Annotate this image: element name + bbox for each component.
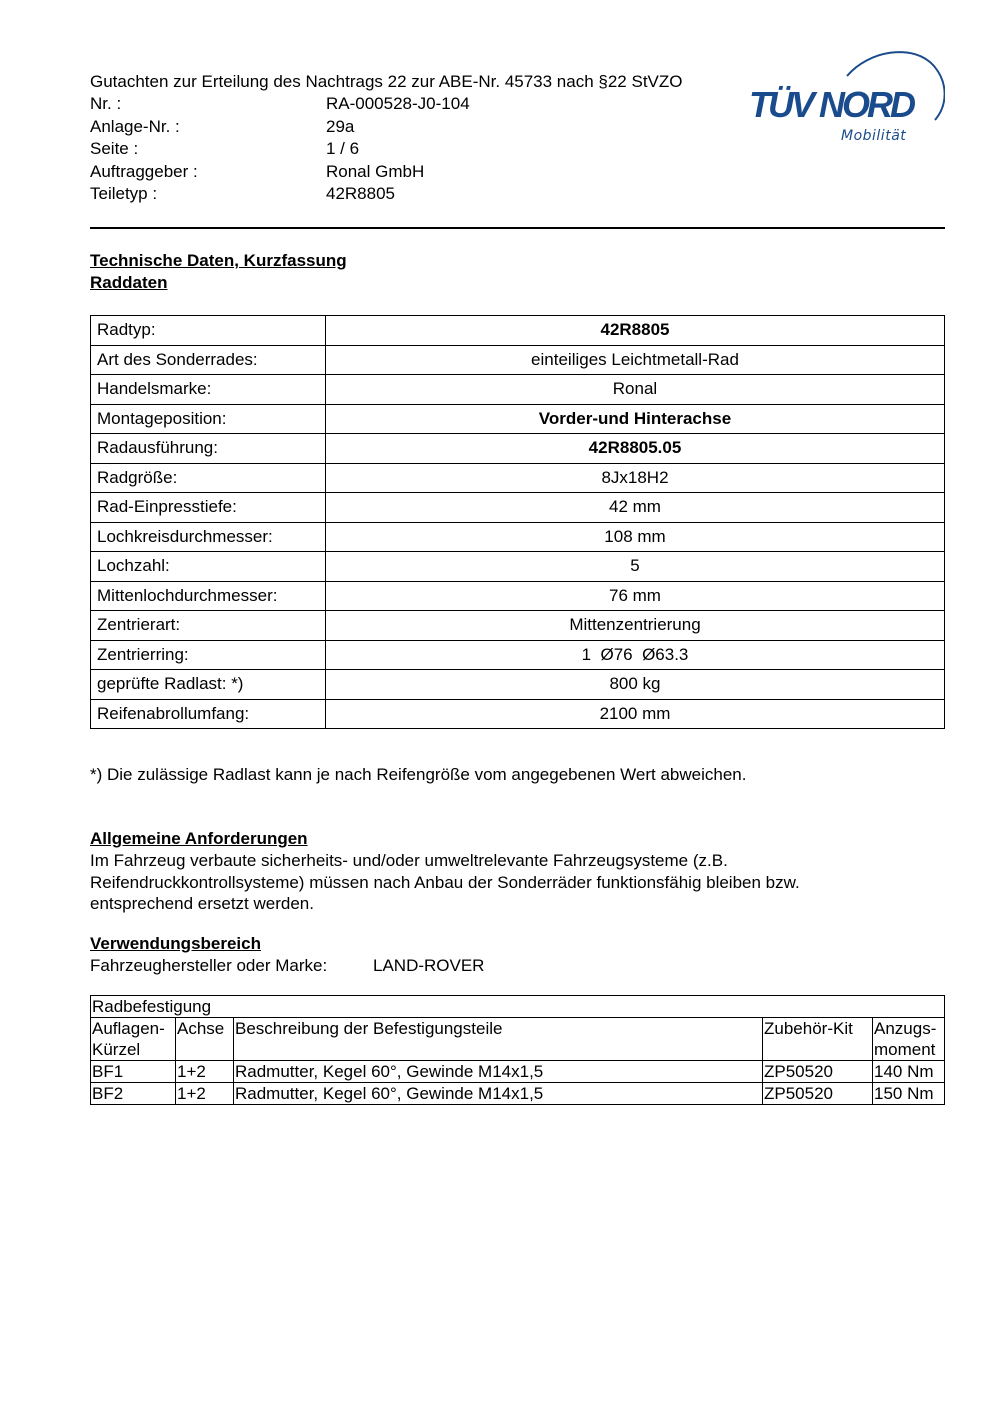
table-row (91, 345, 945, 375)
table-cell: Radmutter, Kegel 60°, Gewinde M14x1,5 (234, 1061, 763, 1083)
header-line: Beschreibung der Befestigungsteile (235, 1019, 503, 1038)
paragraph-line: Im Fahrzeug verbaute sicherheits- und/oder umweltrelevante Fahrzeugsysteme (z.B. (90, 851, 728, 870)
table-cell: ZP50520 (763, 1061, 873, 1083)
general-requirements-section (90, 828, 800, 915)
row-value: 800 kg (326, 670, 945, 700)
table-cell: BF2 (91, 1083, 176, 1105)
usage-section (90, 933, 484, 977)
table-row (91, 670, 945, 700)
meta-row-seite (90, 138, 359, 161)
header-line: moment (874, 1040, 936, 1059)
table-title-row (91, 996, 945, 1018)
table-row (91, 522, 945, 552)
section-heading-technical: Technische Daten, Kurzfassung (90, 251, 347, 270)
row-label: Reifenabrollumfang: (91, 699, 326, 729)
table-row (91, 611, 945, 641)
row-value: Ronal (326, 375, 945, 405)
table-row (91, 463, 945, 493)
row-label: geprüfte Radlast: *) (91, 670, 326, 700)
row-label: Lochkreisdurchmesser: (91, 522, 326, 552)
section-heading-general: Allgemeine Anforderungen (90, 829, 308, 848)
header-line: Achse (177, 1019, 225, 1038)
row-value: 2100 mm (326, 699, 945, 729)
paragraph-line: Reifendruckkontrollsysteme) müssen nach Anbau der Sonderräder funktionsfähig bleiben bzw. (90, 872, 800, 892)
table-row (91, 552, 945, 582)
row-value: 1 Ø76 Ø63.3 (326, 640, 945, 670)
table-row (91, 1061, 945, 1083)
logo-wordmark: TÜV NORD (749, 84, 913, 125)
meta-value: Ronal GmbH (326, 162, 425, 181)
row-label: Mittenlochdurchmesser: (91, 581, 326, 611)
meta-row-nr (90, 93, 470, 116)
meta-row-auftraggeber (90, 161, 424, 184)
document-title: Gutachten zur Erteilung des Nachtrags 22 zur ABE-Nr. 45733 nach §22 StVZO (90, 72, 683, 91)
manufacturer-value: LAND-ROVER (373, 956, 485, 975)
column-header (234, 1018, 763, 1061)
row-label: Rad-Einpresstiefe: (91, 493, 326, 523)
table-row (91, 316, 945, 346)
table-cell: Radmutter, Kegel 60°, Gewinde M14x1,5 (234, 1083, 763, 1105)
section-heading-raddaten: Raddaten (90, 273, 168, 292)
table-header-row (91, 1018, 945, 1061)
row-value: Mittenzentrierung (326, 611, 945, 641)
document-page (90, 70, 945, 1103)
radlast-footnote: *) Die zulässige Radlast kann je nach Reifengröße vom angegebenen Wert abweichen. (90, 765, 747, 784)
header-line: Kürzel (92, 1040, 141, 1059)
table-row (91, 581, 945, 611)
meta-label: Teiletyp : (90, 184, 158, 203)
column-header (91, 1018, 176, 1061)
manufacturer-row (90, 955, 484, 977)
column-header (176, 1018, 234, 1061)
section-heading-usage: Verwendungsbereich (90, 934, 261, 953)
table-cell: 140 Nm (873, 1061, 945, 1083)
document-header (90, 70, 945, 220)
meta-value: 42R8805 (326, 184, 396, 203)
meta-value: RA-000528-J0-104 (326, 94, 470, 113)
meta-row-teiletyp (90, 183, 395, 206)
table-cell: 1+2 (176, 1061, 234, 1083)
row-value: 76 mm (326, 581, 945, 611)
row-label: Radtyp: (91, 316, 326, 346)
row-label: Radgröße: (91, 463, 326, 493)
row-label: Lochzahl: (91, 552, 326, 582)
meta-label: Nr. : (90, 94, 122, 113)
meta-value: 1 / 6 (326, 139, 360, 158)
meta-row-anlage (90, 116, 354, 139)
logo-subtitle: Mobilität (841, 128, 907, 144)
row-value: 108 mm (326, 522, 945, 552)
table-row (91, 699, 945, 729)
row-label: Montageposition: (91, 404, 326, 434)
manufacturer-label: Fahrzeughersteller oder Marke: (90, 956, 328, 975)
header-line: Anzugs- (874, 1019, 937, 1038)
table-row (91, 434, 945, 464)
table-cell: ZP50520 (763, 1083, 873, 1105)
table-row (91, 404, 945, 434)
table-cell: BF1 (91, 1061, 176, 1083)
column-header (873, 1018, 945, 1061)
row-label: Handelsmarke: (91, 375, 326, 405)
row-value: 42 mm (326, 493, 945, 523)
table-row (91, 375, 945, 405)
row-label: Radausführung: (91, 434, 326, 464)
table-row (91, 640, 945, 670)
table-cell: 150 Nm (873, 1083, 945, 1105)
meta-label: Anlage-Nr. : (90, 117, 180, 136)
meta-label: Seite : (90, 139, 139, 158)
tuv-nord-logo (749, 48, 945, 168)
meta-label: Auftraggeber : (90, 162, 198, 181)
row-value: einteiliges Leichtmetall-Rad (326, 345, 945, 375)
wheel-data-table (90, 315, 945, 729)
table-row (91, 1083, 945, 1105)
column-header (763, 1018, 873, 1061)
fastening-table (90, 995, 945, 1105)
header-line: Zubehör-Kit (764, 1019, 853, 1038)
paragraph-line: entsprechend ersetzt werden. (90, 894, 314, 913)
row-value: 42R8805.05 (326, 434, 945, 464)
row-value: 42R8805 (326, 316, 945, 346)
table-title: Radbefestigung (91, 996, 945, 1018)
technical-section-headings (90, 250, 347, 294)
meta-value: 29a (326, 117, 355, 136)
table-row (91, 493, 945, 523)
header-divider (90, 227, 945, 229)
row-value: 5 (326, 552, 945, 582)
row-label: Art des Sonderrades: (91, 345, 326, 375)
row-label: Zentrierart: (91, 611, 326, 641)
header-line: Auflagen- (92, 1019, 165, 1038)
table-cell: 1+2 (176, 1083, 234, 1105)
row-value: Vorder-und Hinterachse (326, 404, 945, 434)
row-value: 8Jx18H2 (326, 463, 945, 493)
row-label: Zentrierring: (91, 640, 326, 670)
